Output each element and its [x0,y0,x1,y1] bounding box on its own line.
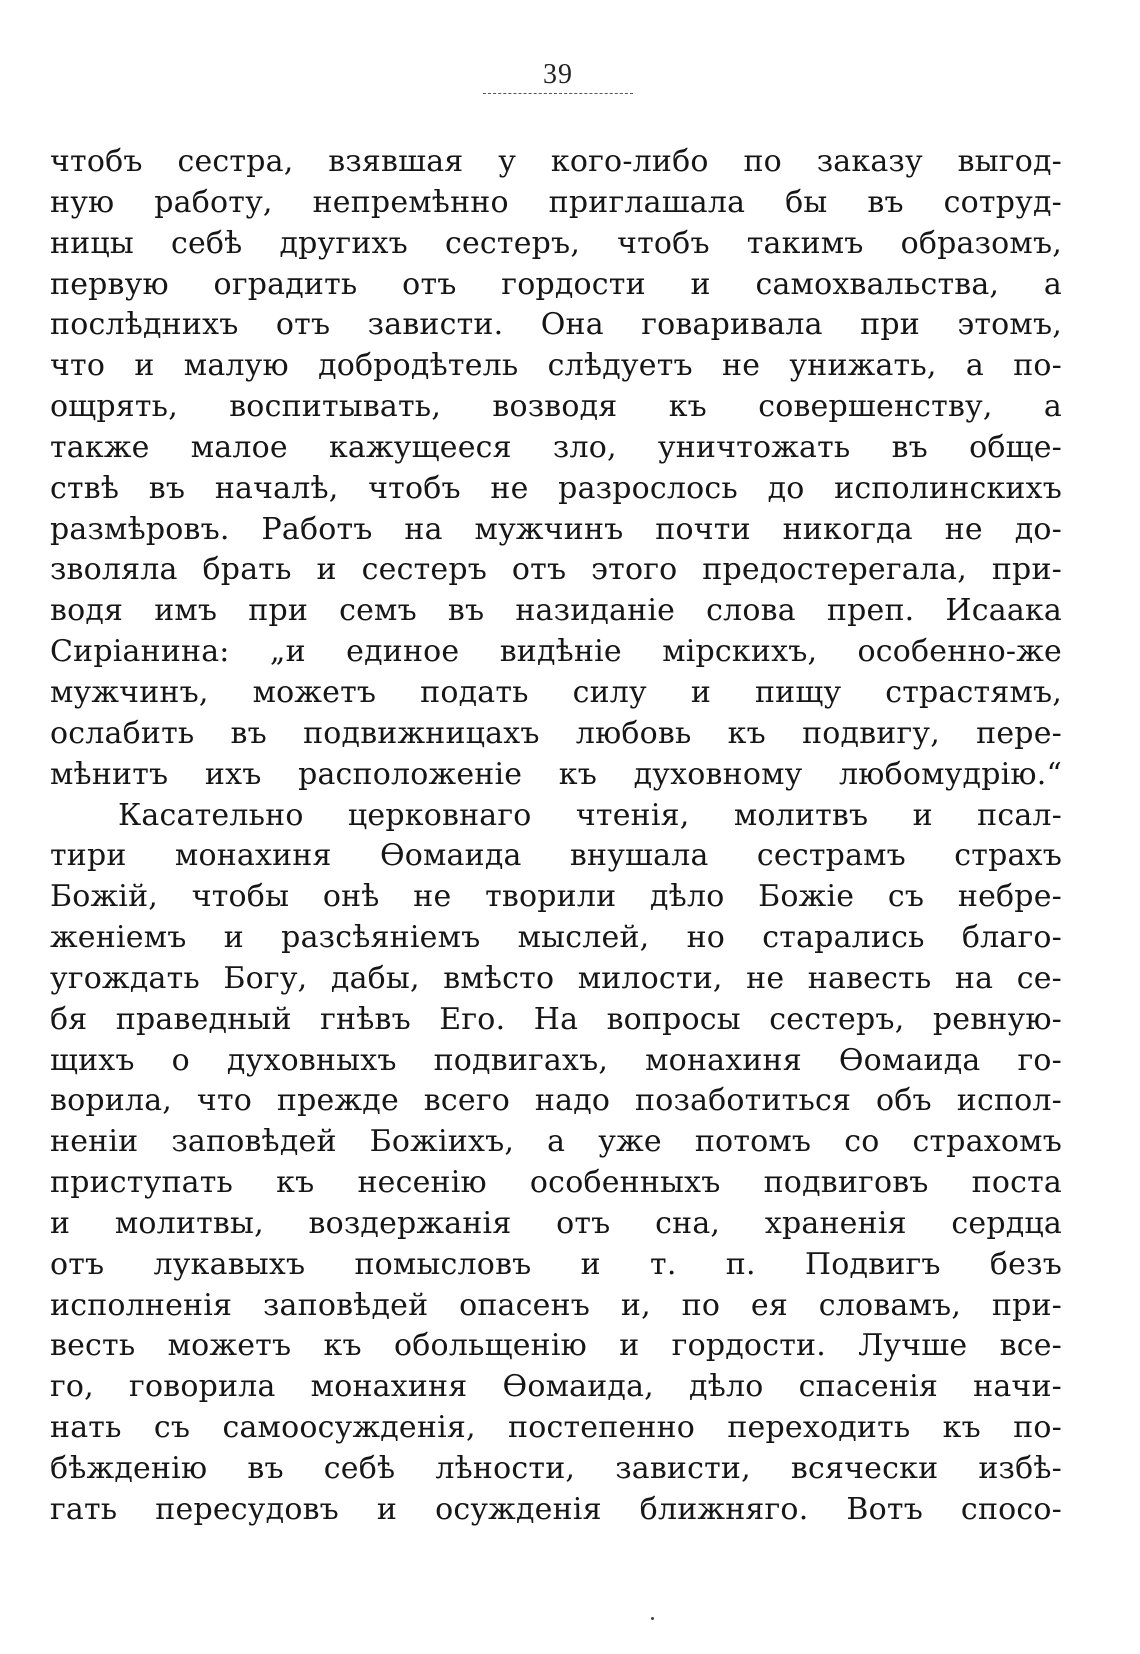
text-line: Божій, чтобы онѣ не творили дѣло Божіе съ небре- [50,879,1062,915]
text-line: мѣнитъ ихъ расположеніе къ духовному любомудрію.“ [50,756,1062,792]
text-line: бя праведный гнѣвъ Его. На вопросы сестеръ, ревную- [50,1001,1062,1037]
text-line: женіемъ и разсѣяніемъ мыслей, но старались благо- [50,920,1062,956]
text-line: отъ лукавыхъ помысловъ и т. п. Подвигъ безъ [50,1246,1062,1282]
text-line: первую оградить отъ гордости и самохвальства, а [50,266,1062,302]
body-text [50,142,1062,1531]
text-line: исполненія заповѣдей опасенъ и, по ея словамъ, при- [50,1287,1062,1323]
text-line: приступать къ несенію особенныхъ подвиговъ поста [50,1165,1062,1201]
text-line: бѣжденію въ себѣ лѣности, зависти, всячески избѣ- [50,1451,1062,1486]
text-line: го, говорила монахиня Ѳомаида, дѣло спасенія начи- [50,1369,1062,1405]
page-header [480,58,636,94]
text-line: щихъ о духовныхъ подвигахъ, монахиня Ѳомаида го- [50,1042,1062,1078]
text-line: послѣднихъ отъ зависти. Она говаривала при этомъ, [50,307,1062,343]
text-line: размѣровъ. Работъ на мужчинъ почти никогда не до- [50,511,1062,547]
text-line: мужчинъ, можетъ подать силу и пищу страстямъ, [50,674,1062,710]
page-number-rule [483,93,633,94]
text-line: весть можетъ къ обольщенію и гордости. Лучше все- [50,1328,1062,1364]
text-line: водя имъ при семъ въ назиданіе слова преп. Исаака [50,593,1062,629]
text-line: ослабить въ подвижницахъ любовь къ подвигу, пере- [50,715,1062,751]
text-line: Касательно церковнаго чтенія, молитвъ и псал- [118,797,1062,833]
text-line: ницы себѣ другихъ сестеръ, чтобъ такимъ образомъ, [50,225,1062,261]
text-line: что и малую добродѣтель слѣдуетъ не унижать, а по- [50,348,1062,384]
text-line: Сиріанина: „и единое видѣніе мірскихъ, особенно-же [50,634,1062,670]
text-line: нать съ самоосужденія, постепенно переходить къ по- [50,1410,1062,1446]
text-line: ворила, что прежде всего надо позаботиться объ испол- [50,1083,1062,1119]
page-number: 39 [543,59,573,90]
text-line: чтобъ сестра, взявшая у кого-либо по заказу выгод- [50,144,1062,179]
text-line: и молитвы, воздержанія отъ сна, храненія сердца [50,1205,1062,1241]
text-line: зволяла брать и сестеръ отъ этого предостерегала, при- [50,552,1062,588]
text-line: ную работу, непремѣнно приглашала бы въ сотруд- [50,184,1062,220]
text-line: ощрять, воспитывать, возводя къ совершенству, а [50,389,1062,425]
text-line: тири монахиня Ѳомаида внушала сестрамъ страхъ [50,838,1062,874]
text-line: угождать Богу, дабы, вмѣсто милости, не навесть на се- [50,960,1062,996]
print-speck [651,1617,654,1620]
text-line: ствѣ въ началѣ, чтобъ не разрослось до исполинскихъ [50,470,1062,506]
text-line: неніи заповѣдей Божіихъ, а уже потомъ со страхомъ [50,1124,1062,1160]
text-line: гать пересудовъ и осужденія ближняго. Вотъ спосо- [50,1491,1062,1527]
text-line: также малое кажущееся зло, уничтожать въ обще- [50,429,1062,465]
